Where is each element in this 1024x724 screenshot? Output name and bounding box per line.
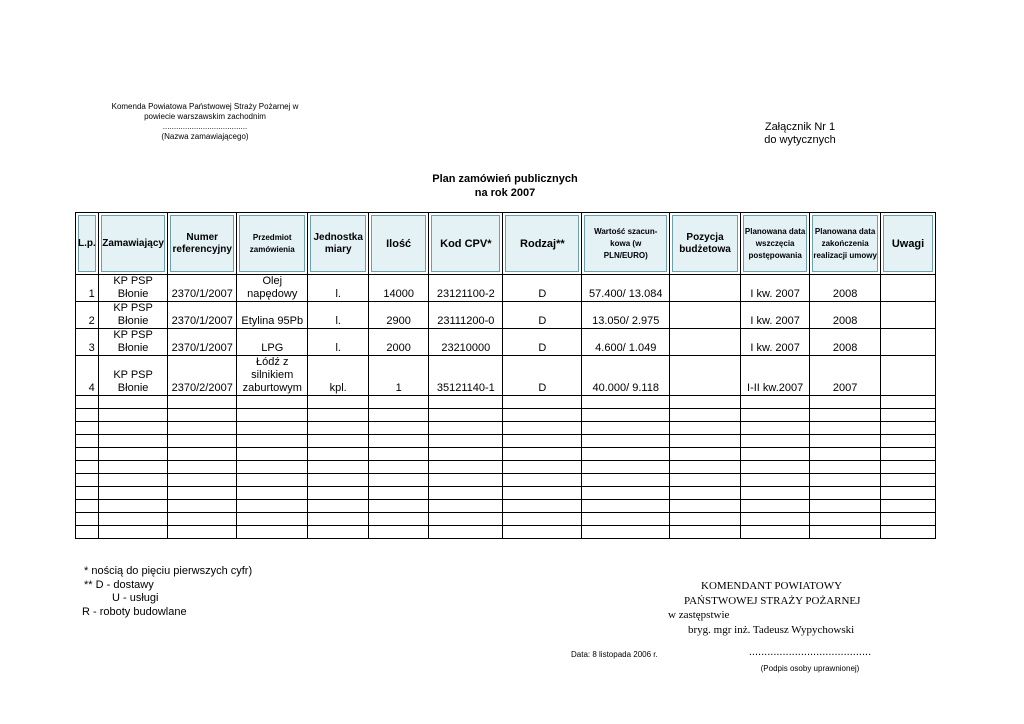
cell-zamawiajacy-line: Błonie [117,382,149,394]
empty-cell [582,474,670,487]
empty-cell [881,409,936,422]
empty-cell [308,435,368,448]
cell-pozycja [670,302,741,329]
cell-zamawiajacy-line: Błonie [117,315,149,327]
empty-cell [810,487,881,500]
empty-cell [237,500,308,513]
empty-cell [582,487,670,500]
empty-cell [503,500,582,513]
cell-cpv: 23111200-0 [429,302,503,329]
empty-cell [98,409,168,422]
cell-cpv: 23210000 [429,329,503,356]
org-dots: ...................................... [162,122,248,131]
table-row [76,302,936,329]
cell-numer: 2370/1/2007 [168,329,237,356]
empty-cell [741,396,810,409]
empty-cell [503,487,582,500]
empty-cell [670,435,741,448]
empty-cell [810,396,881,409]
empty-table-row [76,500,936,513]
empty-cell [429,435,503,448]
empty-cell [503,474,582,487]
cell-zamawiajacy-line: KP PSP [113,275,153,287]
empty-cell [168,422,237,435]
empty-rows [76,396,936,539]
empty-cell [503,422,582,435]
empty-cell [168,448,237,461]
signature-caption: (Podpis osoby uprawnionej) [760,664,860,673]
empty-cell [429,474,503,487]
empty-cell [670,487,741,500]
stamp-line-1: KOMENDANT POWIATOWY [701,580,843,592]
empty-cell [741,422,810,435]
empty-cell [308,422,368,435]
empty-cell [429,513,503,526]
empty-table-row [76,474,936,487]
empty-cell [237,526,308,539]
empty-cell [368,500,428,513]
empty-cell [237,448,308,461]
cell-rodzaj: D [503,275,582,302]
cell-wartosc: 13.050/ 2.975 [582,302,670,329]
cell-wszczecie: I-II kw.2007 [741,356,810,396]
empty-cell [308,513,368,526]
empty-cell [503,461,582,474]
empty-cell [168,461,237,474]
cell-zamawiajacy [98,329,168,356]
empty-table-row [76,526,936,539]
procurement-table [75,212,936,539]
empty-cell [741,448,810,461]
cell-ilosc: 2900 [368,302,428,329]
cell-wszczecie: I kw. 2007 [741,329,810,356]
cell-rodzaj: D [503,302,582,329]
cell-zamawiajacy-line: Błonie [117,342,149,354]
cell-zamawiajacy-line: KP PSP [113,329,153,341]
empty-cell [76,500,99,513]
empty-cell [670,409,741,422]
empty-cell [881,474,936,487]
signature-stamp [668,579,878,637]
cell-przedmiot: LPG [237,329,308,356]
cell-jednostka: kpl. [308,356,368,396]
empty-table-row [76,409,936,422]
empty-cell [429,448,503,461]
empty-cell [741,526,810,539]
cell-numer: 2370/1/2007 [168,275,237,302]
empty-cell [76,422,99,435]
empty-cell [368,461,428,474]
empty-cell [881,487,936,500]
empty-cell [308,396,368,409]
empty-cell [741,409,810,422]
empty-cell [237,422,308,435]
empty-cell [741,487,810,500]
empty-cell [168,500,237,513]
col-header-lp: L.p. [76,213,99,275]
empty-cell [429,409,503,422]
cell-jednostka: l. [308,275,368,302]
empty-table-row [76,396,936,409]
cell-przedmiot [237,356,308,396]
empty-cell [98,487,168,500]
empty-cell [582,513,670,526]
empty-cell [98,422,168,435]
footnote-uslugi: U - usługi [112,592,159,604]
empty-cell [76,487,99,500]
empty-cell [237,487,308,500]
attachment-line-2: do wytycznych [764,134,836,146]
empty-cell [168,409,237,422]
empty-cell [76,448,99,461]
empty-table-row [76,435,936,448]
cell-przedmiot-line: napędowy [247,288,298,300]
empty-cell [741,513,810,526]
empty-cell [76,435,99,448]
empty-cell [308,409,368,422]
empty-cell [670,461,741,474]
cell-przedmiot-line: zaburtowym [242,382,302,394]
empty-cell [503,526,582,539]
cell-jednostka: l. [308,329,368,356]
cell-wszczecie: I kw. 2007 [741,302,810,329]
empty-cell [810,422,881,435]
cell-lp: 3 [76,329,99,356]
col-header-uwagi: Uwagi [881,213,936,275]
cell-zakonczenie: 2008 [810,275,881,302]
col-header-jednostka: Jednostka miary [308,213,368,275]
empty-cell [76,526,99,539]
empty-cell [98,435,168,448]
cell-zamawiajacy [98,275,168,302]
footnote-cpv: * nością do pięciu pierwszych cyfr) [84,565,253,577]
empty-cell [368,487,428,500]
empty-cell [368,513,428,526]
org-line-2: powiecie warszawskim zachodnim [144,112,266,121]
col-header-cpv: Kod CPV* [429,213,503,275]
empty-cell [881,422,936,435]
cell-przedmiot [237,275,308,302]
cell-cpv: 23121100-2 [429,275,503,302]
col-header-numer: Numer referencyjny [168,213,237,275]
stamp-line-3: w zastępstwie [668,609,730,621]
table-row [76,356,936,396]
empty-cell [98,526,168,539]
empty-cell [168,474,237,487]
empty-cell [670,396,741,409]
stamp-line-4: bryg. mgr inż. Tadeusz Wypychowski [688,623,855,636]
empty-cell [741,461,810,474]
empty-cell [237,435,308,448]
empty-cell [98,396,168,409]
empty-cell [741,474,810,487]
cell-zakonczenie: 2008 [810,329,881,356]
empty-cell [98,474,168,487]
organization-name [70,102,340,142]
cell-zamawiajacy [98,302,168,329]
cell-zamawiajacy-line: KP PSP [113,302,153,314]
empty-cell [582,409,670,422]
empty-cell [76,474,99,487]
col-header-wszczecie: Planowana data wszczęcia postępowania [741,213,810,275]
attachment-line-1: Załącznik Nr 1 [764,121,836,133]
empty-cell [368,422,428,435]
empty-cell [670,526,741,539]
stamp-line-2: PAŃSTWOWEJ STRAŻY POŻARNEJ [684,594,861,607]
cell-pozycja [670,329,741,356]
empty-cell [168,513,237,526]
cell-lp: 1 [76,275,99,302]
empty-cell [582,422,670,435]
col-header-pozycja: Pozycja budżetowa [670,213,741,275]
empty-cell [503,513,582,526]
cell-numer: 2370/1/2007 [168,302,237,329]
empty-cell [582,435,670,448]
empty-cell [810,461,881,474]
footnote-roboty: R - roboty budowlane [82,605,187,618]
org-line-1: Komenda Powiatowa Państwowej Straży Pożarnej w [111,102,299,111]
empty-cell [881,448,936,461]
empty-table-row [76,513,936,526]
col-header-zamawiajacy: Zamawiający [98,213,168,275]
footnote-dostawy: ** D - dostawy [84,578,154,591]
empty-cell [308,500,368,513]
empty-cell [582,500,670,513]
title-line-1: Plan zamówień publicznych [432,173,578,185]
attachment-label [740,121,860,147]
empty-cell [429,526,503,539]
empty-cell [168,526,237,539]
empty-cell [881,500,936,513]
empty-cell [429,500,503,513]
empty-cell [308,461,368,474]
cell-zamawiajacy-line: KP PSP [113,369,153,381]
table-row [76,329,936,356]
empty-cell [582,526,670,539]
cell-cpv: 35121140-1 [429,356,503,396]
empty-cell [810,526,881,539]
empty-table-row [76,448,936,461]
empty-cell [237,396,308,409]
empty-cell [168,435,237,448]
empty-table-row [76,487,936,500]
empty-cell [670,422,741,435]
empty-cell [810,435,881,448]
empty-cell [503,435,582,448]
signature-dots: ........................................ [748,646,872,658]
empty-cell [810,448,881,461]
cell-numer: 2370/2/2007 [168,356,237,396]
empty-cell [810,474,881,487]
empty-cell [308,526,368,539]
cell-pozycja [670,356,741,396]
empty-cell [429,461,503,474]
empty-table-row [76,461,936,474]
footnotes [84,565,384,619]
empty-cell [503,409,582,422]
cell-wszczecie: I kw. 2007 [741,275,810,302]
cell-przedmiot-line: Łódź z [256,356,289,368]
col-header-wartosc: Wartość szacun-kowa (w PLN/EURO) [582,213,670,275]
empty-cell [503,396,582,409]
empty-cell [741,500,810,513]
empty-cell [98,461,168,474]
empty-cell [670,513,741,526]
empty-cell [670,448,741,461]
cell-lp: 4 [76,356,99,396]
empty-cell [76,513,99,526]
empty-cell [308,448,368,461]
cell-wartosc: 57.400/ 13.084 [582,275,670,302]
table-header-row [76,213,936,275]
cell-przedmiot: Etylina 95Pb [237,302,308,329]
cell-zamawiajacy [98,356,168,396]
empty-cell [237,474,308,487]
cell-uwagi [881,329,936,356]
cell-zamawiajacy-line: Błonie [117,288,149,300]
cell-ilosc: 14000 [368,275,428,302]
col-header-przedmiot: Przedmiot zamówienia [237,213,308,275]
empty-cell [881,513,936,526]
cell-uwagi [881,356,936,396]
cell-zakonczenie: 2007 [810,356,881,396]
empty-cell [881,526,936,539]
empty-cell [741,435,810,448]
empty-cell [582,448,670,461]
empty-cell [168,487,237,500]
empty-cell [308,487,368,500]
empty-cell [98,500,168,513]
empty-cell [810,513,881,526]
empty-cell [582,461,670,474]
cell-jednostka: l. [308,302,368,329]
table-row [76,275,936,302]
cell-ilosc: 2000 [368,329,428,356]
empty-cell [429,422,503,435]
empty-cell [429,487,503,500]
empty-cell [76,461,99,474]
empty-cell [503,448,582,461]
cell-wartosc: 4.600/ 1.049 [582,329,670,356]
empty-cell [810,409,881,422]
cell-przedmiot-line: Olej [262,275,283,287]
cell-przedmiot-line: silnikiem [251,369,294,381]
cell-rodzaj: D [503,329,582,356]
title-line-2: na rok 2007 [474,187,536,199]
empty-table-row [76,422,936,435]
cell-pozycja [670,275,741,302]
empty-cell [98,513,168,526]
org-caption: (Nazwa zamawiającego) [161,132,249,141]
cell-ilosc: 1 [368,356,428,396]
empty-cell [582,396,670,409]
empty-cell [76,396,99,409]
empty-cell [670,474,741,487]
empty-cell [810,500,881,513]
empty-cell [368,396,428,409]
empty-cell [881,396,936,409]
empty-cell [368,526,428,539]
col-header-rodzaj: Rodzaj** [503,213,582,275]
empty-cell [98,448,168,461]
cell-rodzaj: D [503,356,582,396]
empty-cell [881,435,936,448]
empty-cell [168,396,237,409]
empty-cell [368,474,428,487]
col-header-zakonczenie: Planowana data zakończenia realizacji umowy [810,213,881,275]
cell-uwagi [881,275,936,302]
empty-cell [237,513,308,526]
cell-uwagi [881,302,936,329]
date-label: Data: 8 listopada 2006 r. [571,650,658,659]
empty-cell [76,409,99,422]
empty-cell [881,461,936,474]
cell-lp: 2 [76,302,99,329]
empty-cell [308,474,368,487]
empty-cell [429,396,503,409]
empty-cell [368,448,428,461]
empty-cell [368,409,428,422]
page-title [380,172,630,200]
empty-cell [368,435,428,448]
cell-zakonczenie: 2008 [810,302,881,329]
empty-cell [670,500,741,513]
empty-cell [237,409,308,422]
col-header-ilosc: Ilość [368,213,428,275]
cell-wartosc: 40.000/ 9.118 [582,356,670,396]
empty-cell [237,461,308,474]
signature-area [735,646,885,674]
